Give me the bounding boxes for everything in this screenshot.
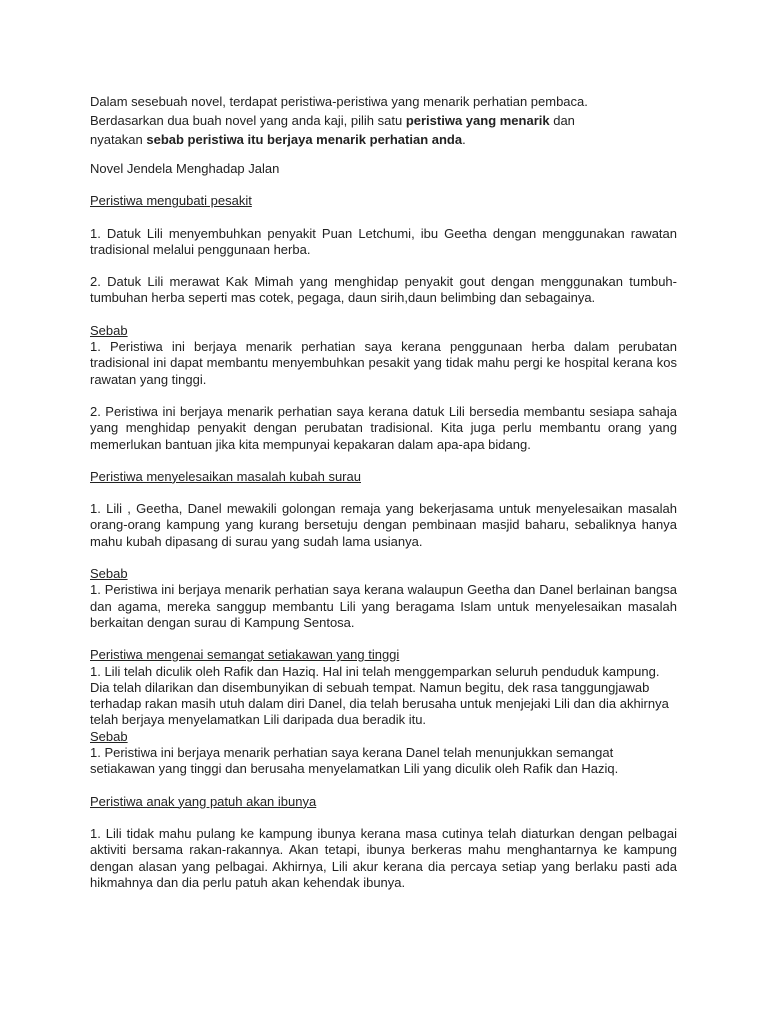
event-paragraph: 2. Datuk Lili merawat Kak Mimah yang menghidap penyakit gout dengan menggunakan tumbuh-tumbuhan herba seperti mas cotek, pegaga, daun sirih,daun belimbing dan sebagainya.	[90, 274, 677, 306]
reason-paragraph: 1. Peristiwa ini berjaya menarik perhatian saya kerana Danel telah menunjukkan semangat setiakawan yang tinggi dan berusaha menyelamatkan Lili yang diculik oleh Rafik dan Haziq.	[90, 745, 619, 777]
prompt-line-3: nyatakan sebab peristiwa itu berjaya menarik perhatian anda.	[90, 132, 466, 147]
reason-paragraph: 2. Peristiwa ini berjaya menarik perhatian saya kerana datuk Lili bersedia membantu sesiapa sahaja yang menghidap penyakit dengan perubatan tradisional. Kita juga perlu membantu orang yang memerlukan bantuan jika kita mempunyai kepakaran dalam apa-apa bidang.	[90, 403, 677, 452]
novel-title: Novel Jendela Menghadap Jalan	[90, 161, 280, 176]
prompt-bold-phrase-2: sebab peristiwa itu berjaya menarik perhatian anda	[146, 132, 463, 147]
question-prompt	[90, 92, 677, 149]
document-page	[90, 92, 677, 891]
event-paragraph: 1. Datuk Lili menyembuhkan penyakit Puan Letchumi, ibu Geetha dengan menggunakan rawatan tradisional melalui penggunaan herba.	[90, 225, 677, 257]
section-heading: Peristiwa mengenai semangat setiakawan yang tinggi	[90, 647, 400, 663]
prompt-line-1: Dalam sesebuah novel, terdapat peristiwa-peristiwa yang menarik perhatian pembaca.	[90, 94, 588, 109]
event-paragraph: 1. Lili tidak mahu pulang ke kampung ibunya kerana masa cutinya telah diaturkan dengan pelbagai aktiviti bersama rakan-rakannya. Akan tetapi, ibunya berkeras mahu menghantarnya ke kampung dengan alasan yang pelbagai. Akhirnya, Lili akur kerana dia percaya setiap yang berlaku pasti ada hikmahnya dan dia perlu patuh akan kehendak ibunya.	[90, 825, 677, 890]
event-paragraph: 1. Lili telah diculik oleh Rafik dan Haziq. Hal ini telah menggemparkan seluruh penduduk kampung. Dia telah dilarikan dan disembunyikan di sebuah tempat. Namun begitu, dek rasa tanggungjawab terhadap rakan masih utuh dalam diri Danel, dia telah berusaha untuk menjejaki Lili dan dia akhirnya telah berjaya menyelamatkan Lili daripada dua beradik itu.	[90, 663, 669, 728]
sebab-label: Sebab	[90, 566, 128, 582]
section-heading: Peristiwa mengubati pesakit	[90, 193, 252, 209]
prompt-line-2: Berdasarkan dua buah novel yang anda kaji, pilih satu peristiwa yang menarik dan	[90, 113, 575, 128]
section-heading: Peristiwa anak yang patuh akan ibunya	[90, 793, 317, 809]
sebab-label: Sebab	[90, 728, 128, 744]
reason-paragraph: 1. Peristiwa ini berjaya menarik perhatian saya kerana penggunaan herba dalam perubatan tradisional ini dapat membantu menyembuhkan pesakit yang tidak mahu pergi ke hospital kerana kos rawatan yang tinggi.	[90, 339, 677, 387]
sebab-label: Sebab	[90, 322, 128, 338]
section-heading: Peristiwa menyelesaikan masalah kubah surau	[90, 468, 361, 484]
event-paragraph: 1. Lili , Geetha, Danel mewakili golongan remaja yang bekerjasama untuk menyelesaikan masalah orang-orang kampung yang kurang bersetuju dengan pembinaan masjid baharu, sebaliknya hanya mahu kubah dipasang di surau yang sudah lama usianya.	[90, 501, 677, 549]
prompt-bold-phrase-1: peristiwa yang menarik	[405, 113, 550, 128]
reason-paragraph: 1. Peristiwa ini berjaya menarik perhatian saya kerana walaupun Geetha dan Danel berlainan bangsa dan agama, mereka sanggup membantu Lili yang beragama Islam untuk menyelesaikan masalah berkaitan dengan surau di Kampung Sentosa.	[90, 582, 677, 630]
